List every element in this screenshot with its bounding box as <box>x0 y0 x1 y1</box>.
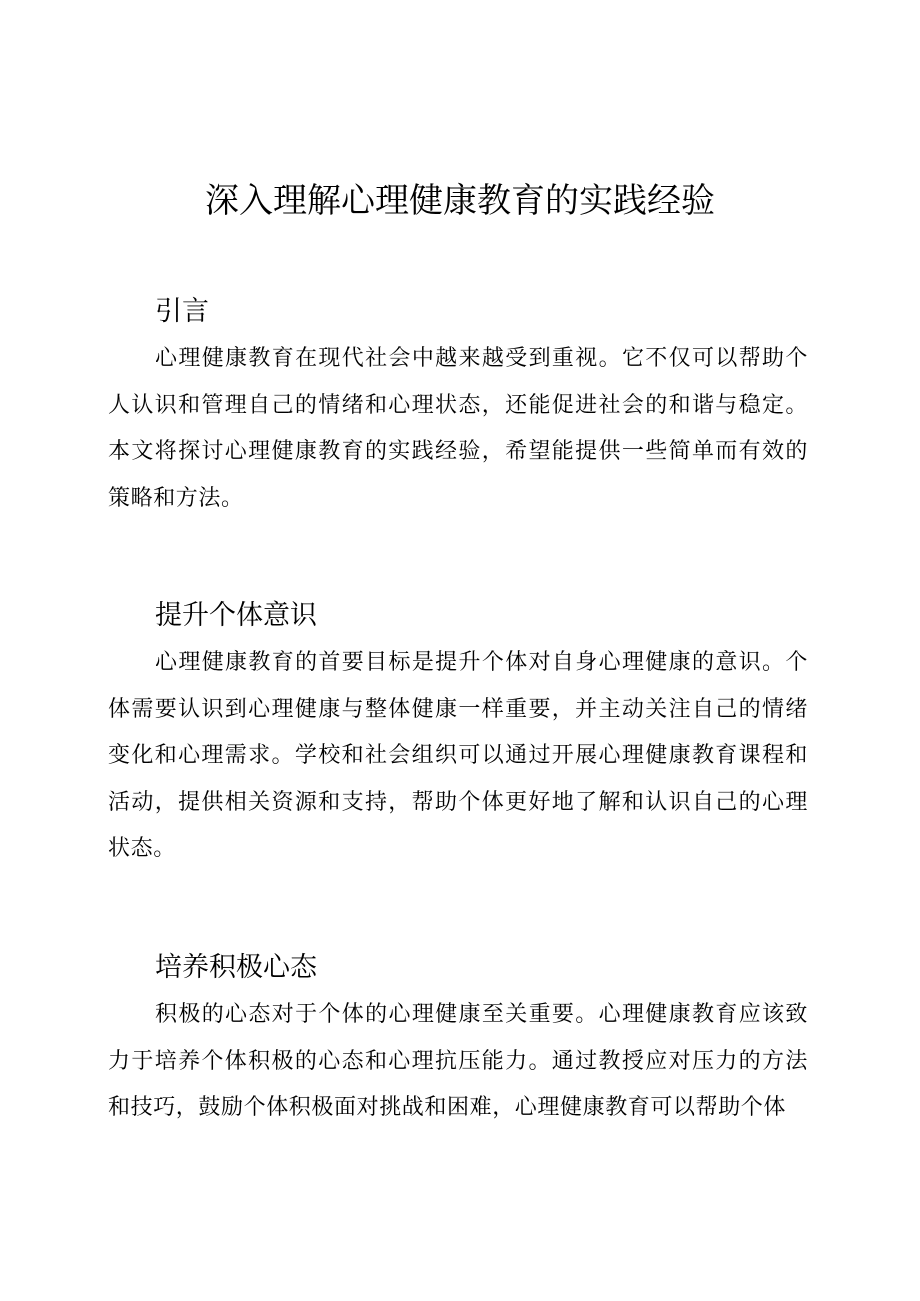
section-paragraph: 积极的心态对于个体的心理健康至关重要。心理健康教育应该致力于培养个体积极的心态和心理抗压能力。通过教授应对压力的方法和技巧，鼓励个体积极面对挑战和困难，心理健康教育可以帮助个体 <box>108 1002 808 1120</box>
section-paragraph: 心理健康教育在现代社会中越来越受到重视。它不仅可以帮助个人认识和管理自己的情绪和心理状态，还能促进社会的和谐与稳定。本文将探讨心理健康教育的实践经验，希望能提供一些简单而有效的策略和方法。 <box>108 346 808 511</box>
section-paragraph: 心理健康教育的首要目标是提升个体对自身心理健康的意识。个体需要认识到心理健康与整体健康一样重要，并主动关注自己的情绪变化和心理需求。学校和社会组织可以通过开展心理健康教育课程和活动，提供相关资源和支持，帮助个体更好地了解和认识自己的心理状态。 <box>108 650 808 861</box>
document-title: 深入理解心理健康教育的实践经验 <box>205 181 715 221</box>
section-heading: 提升个体意识 <box>155 600 317 631</box>
section-heading: 培养积极心态 <box>155 952 317 983</box>
section-introduction <box>108 290 808 522</box>
section-heading: 引言 <box>155 296 209 327</box>
section-awareness <box>108 594 808 873</box>
section-positive-mindset <box>108 946 808 1132</box>
